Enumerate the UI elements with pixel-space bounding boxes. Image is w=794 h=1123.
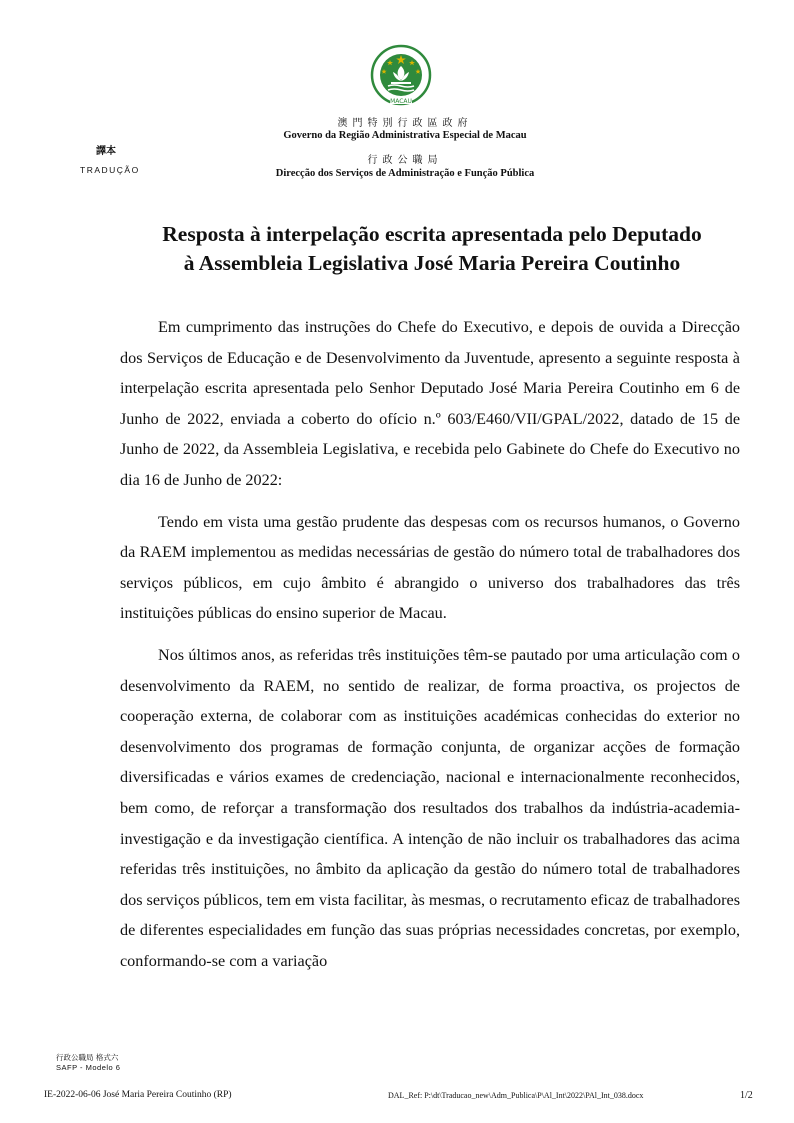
macau-emblem-icon bbox=[370, 44, 432, 106]
document-title bbox=[110, 220, 754, 278]
emblem-caption: MACAU bbox=[390, 98, 412, 105]
page-number: 1/2 bbox=[740, 1090, 753, 1101]
footer-reference-left: IE-2022-06-06 José Maria Pereira Coutinho (RP) bbox=[44, 1090, 232, 1100]
body-paragraph-1: Em cumprimento das instruções do Chefe do Executivo, e depois de ouvida a Direcção dos Serviços de Educação e de Desenvolvimento da Juventude, apresento a seguinte resposta à interpelação escrita apresentada pelo Senhor Deputado José Maria Pereira Coutinho em 6 de Junho de 2022, enviada a coberto do ofício n.º 603/E460/VII/GPAL/2022, datado de 15 de Junho de 2022, da Assembleia Legislativa, e recebida pelo Gabinete do Chefe do Executivo no dia 16 de Junho de 2022: bbox=[120, 318, 740, 489]
form-model-cn: 行政公職局 格式六 bbox=[56, 1053, 119, 1062]
translation-mark-cn: 譯本 bbox=[96, 146, 116, 157]
body-paragraph-2: Tendo em vista uma gestão prudente das despesas com os recursos humanos, o Governo da RAEM implementou as medidas necessárias de gestão do número total de trabalhadores dos serviços públicos, em cujo âmbito é abrangido o universo dos trabalhadores das três instituições públicas do ensino superior de Macau. bbox=[120, 512, 740, 623]
form-model-pt: SAFP - Modelo 6 bbox=[56, 1063, 121, 1072]
document-title-line-1: Resposta à interpelação escrita apresentada pelo Deputado bbox=[162, 222, 702, 246]
document-title-line-2: à Assembleia Legislativa José Maria Pereira Coutinho bbox=[183, 251, 681, 275]
document-body bbox=[120, 312, 740, 987]
translation-mark-pt: TRADUÇÃO bbox=[80, 165, 140, 175]
footer-file-reference: DAL_Ref: P:\dt\Traducao_new\Adm_Publica\P\Al_Int\2022\PAl_Int_038.docx bbox=[388, 1091, 644, 1100]
header-government-pt: Governo da Região Administrativa Especial de Macau bbox=[283, 130, 527, 141]
body-paragraph-3: Nos últimos anos, as referidas três instituições têm-se pautado por uma articulação com o desenvolvimento da RAEM, no sentido de realizar, de forma proactiva, os projectos de cooperação externa, de colaborar com as instituições académicas conhecidas do exterior no desenvolvimento dos programas de formação conjunta, de organizar acções de formação diversificadas e vários exames de credenciação, nacional e internacionalmente reconhecidos, bem como, de reforçar a transformação dos resultados dos trabalhos da indústria-academia-investigação e da investigação científica. A intenção de não incluir os trabalhadores das acima referidas três instituições, no âmbito da aplicação da gestão do número total de trabalhadores dos serviços públicos, tem em vista facilitar, às mesmas, o recrutamento eficaz de trabalhadores de diferentes especialidades em função das suas próprias necessidades concretas, por exemplo, conformando-se com a variação bbox=[120, 645, 740, 970]
header-department-pt: Direcção dos Serviços de Administração e Função Pública bbox=[275, 168, 535, 179]
header-government-cn: 澳門特別行政區政府 bbox=[337, 118, 473, 129]
header-department-cn: 行政公職局 bbox=[367, 155, 443, 166]
